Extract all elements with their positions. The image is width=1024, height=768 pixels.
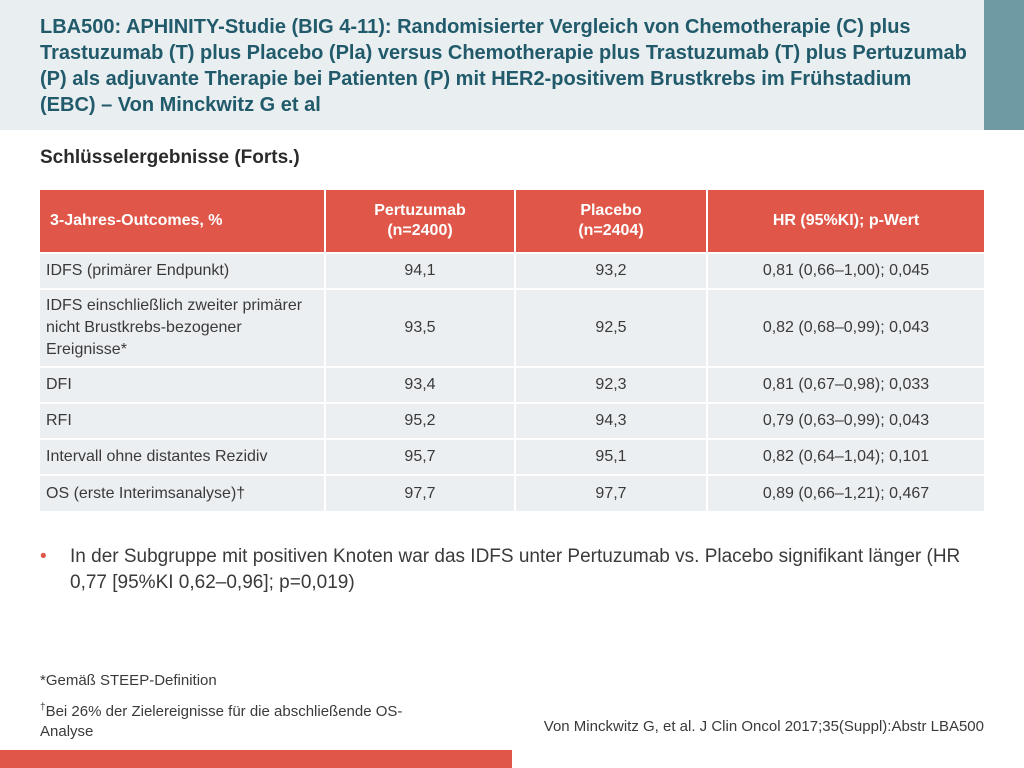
cell-pertuzumab: 93,5 [325, 289, 515, 367]
footnote-os-marker: † [40, 702, 46, 713]
cell-outcome: IDFS einschließlich zweiter primärer nicht Brustkrebs-bezogener Ereignisse* [40, 289, 325, 367]
cell-hr: 0,82 (0,64–1,04); 0,101 [707, 439, 984, 475]
bottom-accent-bar [0, 750, 512, 768]
cell-placebo: 95,1 [515, 439, 707, 475]
bullet-marker: • [40, 546, 47, 567]
cell-hr: 0,81 (0,67–0,98); 0,033 [707, 367, 984, 403]
header-pertuzumab: Pertuzumab (n=2400) [325, 190, 515, 253]
footnote-os [40, 698, 440, 742]
subgroup-finding [40, 544, 970, 596]
cell-hr: 0,81 (0,66–1,00); 0,045 [707, 253, 984, 289]
table-row [40, 439, 984, 475]
outcomes-table [40, 190, 984, 511]
table-row [40, 253, 984, 289]
cell-pertuzumab: 95,7 [325, 439, 515, 475]
cell-placebo: 93,2 [515, 253, 707, 289]
reference-citation: Von Minckwitz G, et al. J Clin Oncol 2017;35(Suppl):Abstr LBA500 [543, 718, 984, 735]
cell-pertuzumab: 93,4 [325, 367, 515, 403]
cell-placebo: 92,5 [515, 289, 707, 367]
bullet-text: In der Subgruppe mit positiven Knoten war das IDFS unter Pertuzumab vs. Placebo signifikant länger (HR 0,77 [95%KI 0,62–0,96]; p=0,019) [70, 546, 961, 593]
cell-placebo: 97,7 [515, 475, 707, 511]
cell-outcome: IDFS (primärer Endpunkt) [40, 253, 325, 289]
footnote-os-text: Bei 26% der Zielereignisse für die abschließende OS-Analyse [40, 703, 403, 740]
cell-pertuzumab: 95,2 [325, 403, 515, 439]
slide-title: LBA500: APHINITY-Studie (BIG 4-11): Randomisierter Vergleich von Chemotherapie (C) plus Trastuzumab (T) plus Placebo (Pla) versus Chemotherapie plus Trastuzumab (T) plus Pertuzumab (P) als adjuvante Therapie bei Patienten (P) mit HER2-positivem Brustkrebs im Frühstadium (EBC) – Von Minckwitz G et al [40, 16, 967, 116]
cell-pertuzumab: 94,1 [325, 253, 515, 289]
table-row [40, 289, 984, 367]
cell-hr: 0,79 (0,63–0,99); 0,043 [707, 403, 984, 439]
cell-outcome: RFI [40, 403, 325, 439]
cell-placebo: 92,3 [515, 367, 707, 403]
table-row [40, 403, 984, 439]
cell-outcome: Intervall ohne distantes Rezidiv [40, 439, 325, 475]
header-hr: HR (95%KI); p-Wert [707, 190, 984, 253]
header-outcome: 3-Jahres-Outcomes, % [40, 190, 325, 253]
table-header-row [40, 190, 984, 253]
cell-placebo: 94,3 [515, 403, 707, 439]
cell-hr: 0,82 (0,68–0,99); 0,043 [707, 289, 984, 367]
header-placebo: Placebo (n=2404) [515, 190, 707, 253]
header-accent-block [984, 0, 1024, 130]
cell-pertuzumab: 97,7 [325, 475, 515, 511]
cell-outcome: DFI [40, 367, 325, 403]
table-row [40, 475, 984, 511]
cell-outcome: OS (erste Interimsanalyse)† [40, 475, 325, 511]
section-subtitle: Schlüsselergebnisse (Forts.) [40, 147, 300, 168]
table-row [40, 367, 984, 403]
cell-hr: 0,89 (0,66–1,21); 0,467 [707, 475, 984, 511]
footnote-steep: *Gemäß STEEP-Definition [40, 672, 217, 689]
